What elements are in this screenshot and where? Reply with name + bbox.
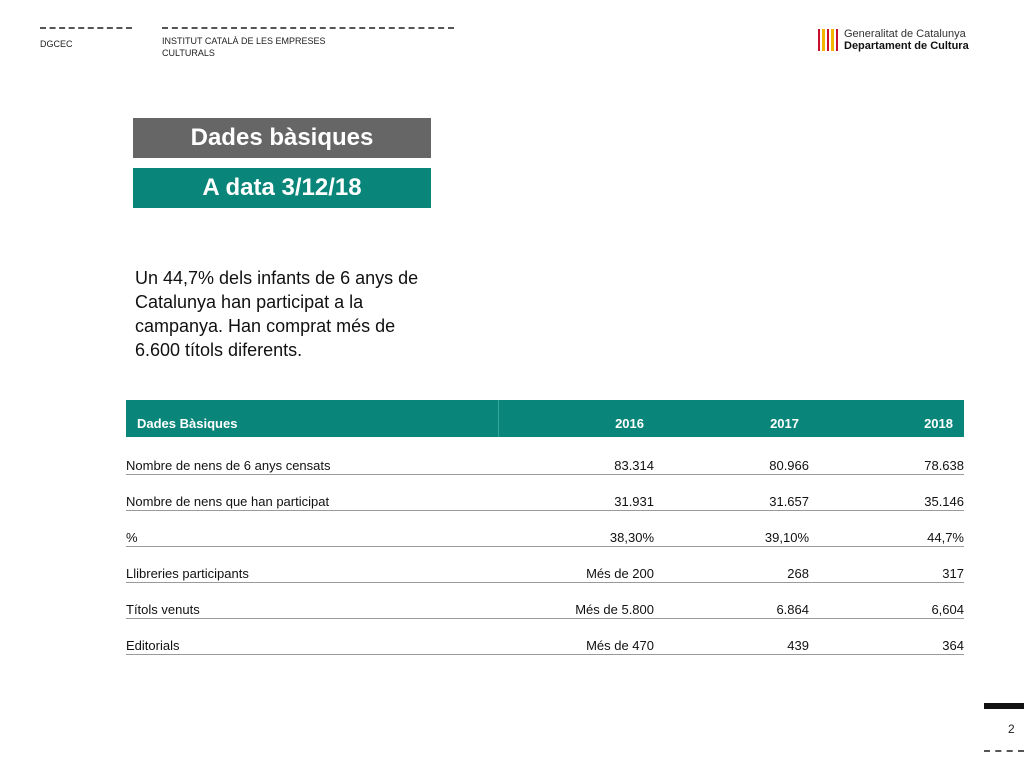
table-row (126, 636, 964, 655)
table-header (126, 400, 964, 437)
generalitat-logo (818, 28, 969, 52)
cell-2016: 31.931 (614, 494, 654, 509)
logo-line2: Departament de Cultura (844, 40, 969, 52)
cell-2017: 39,10% (764, 530, 809, 545)
cell-2017: 6.864 (776, 602, 809, 617)
table-header-2017: 2017 (770, 416, 799, 431)
header-center-label (162, 35, 326, 59)
cell-2016: Més de 5.800 (575, 602, 654, 617)
header-center-line2: CULTURALS (162, 48, 215, 58)
cell-2018: 317 (942, 566, 964, 581)
table-header-label: Dades Bàsiques (137, 416, 238, 431)
row-label: Nombre de nens de 6 anys censats (126, 458, 331, 473)
header-dash-center (162, 27, 454, 29)
header-dash-left (40, 27, 132, 29)
cell-2016: Més de 470 (586, 638, 654, 653)
header-left-label: DGCEC (40, 39, 73, 49)
cell-2018: 6,604 (931, 602, 964, 617)
cell-2017: 439 (787, 638, 809, 653)
cell-2017: 31.657 (769, 494, 809, 509)
header-center-line1: INSTITUT CATALÀ DE LES EMPRESES (162, 36, 326, 46)
footer-bar (984, 703, 1024, 709)
footer-dash (984, 750, 1024, 752)
table-row (126, 564, 964, 583)
table-header-2018: 2018 (924, 416, 953, 431)
page-number: 2 (1008, 722, 1015, 736)
logo-text (844, 28, 969, 52)
row-label: Editorials (126, 638, 180, 653)
cell-2018: 78.638 (924, 458, 964, 473)
row-label: Títols venuts (126, 602, 200, 617)
cell-2018: 44,7% (927, 530, 964, 545)
logo-line1: Generalitat de Catalunya (844, 28, 966, 40)
header-separator (498, 400, 499, 437)
table-row (126, 456, 964, 475)
row-label: % (126, 530, 138, 545)
table-row (126, 528, 964, 547)
cell-2017: 268 (787, 566, 809, 581)
table-row (126, 600, 964, 619)
table-header-2016: 2016 (615, 416, 644, 431)
cell-2016: 38,30% (609, 530, 654, 545)
generalitat-logo-icon (818, 29, 838, 51)
row-label: Nombre de nens que han participat (126, 494, 330, 509)
cell-2016: Més de 200 (586, 566, 654, 581)
row-label: Llibreries participants (126, 566, 249, 581)
cell-2016: 83.314 (614, 458, 654, 473)
cell-2018: 35.146 (924, 494, 964, 509)
table-row (126, 492, 964, 511)
cell-2018: 364 (942, 638, 964, 653)
page-title: Dades bàsiques (133, 118, 431, 158)
summary-text: Un 44,7% dels infants de 6 anys de Catalunya han participat a la campanya. Han comprat més de 6.600 títols diferents. (135, 268, 419, 360)
page-subtitle: A data 3/12/18 (133, 168, 431, 208)
cell-2017: 80.966 (769, 458, 809, 473)
